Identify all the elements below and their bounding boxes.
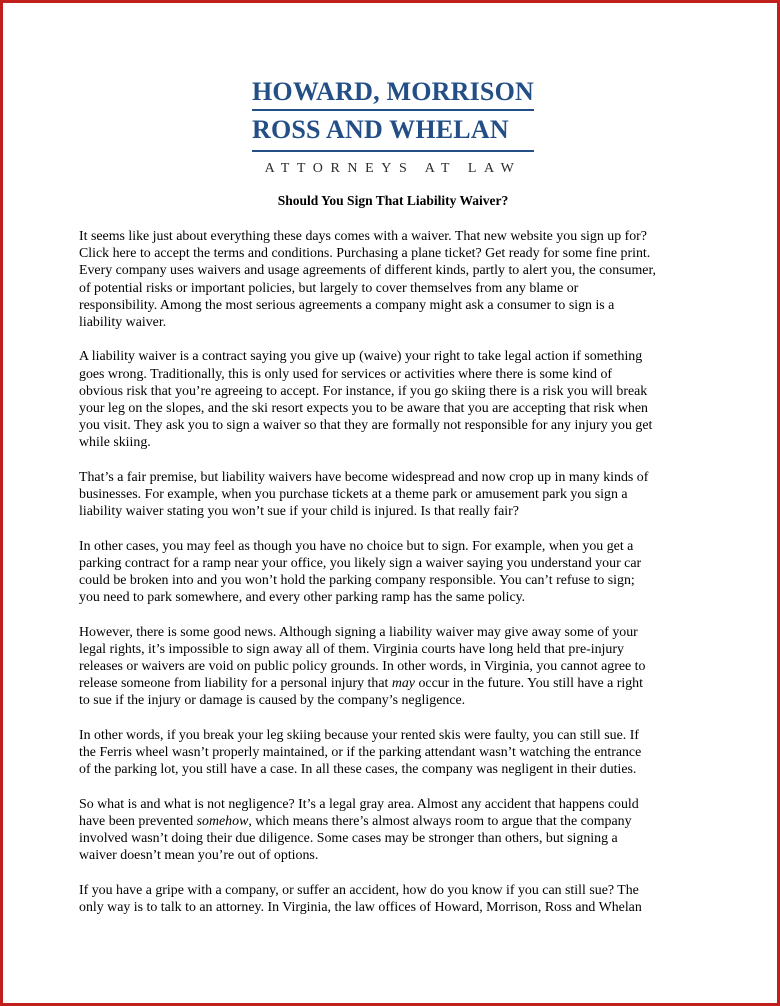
firm-name-line-2: ROSS AND WHELAN	[252, 115, 509, 144]
text-line: Every company uses waivers and usage agreements of different kinds, partly to alert you, the consumer,	[79, 263, 657, 279]
paragraph-2	[79, 348, 719, 451]
text-line: your leg on the slopes, and the ski resort expects you to be aware that you are accepting that risk when	[79, 401, 648, 417]
letterhead-rule-bottom	[252, 150, 534, 152]
text-fragment: release someone from liability for a personal injury that	[79, 676, 392, 692]
paragraph-8	[79, 882, 719, 916]
text-line: while skiing.	[79, 435, 151, 451]
text-line-with-emphasis	[79, 813, 719, 830]
text-line: releases or waivers are void on public policy grounds. In other words, in Virginia, you cannot agree to	[79, 659, 646, 675]
text-line: liability waiver.	[79, 315, 167, 331]
text-line-with-emphasis	[79, 675, 719, 692]
text-line: However, there is some good news. Although signing a liability waiver may give away some of your	[79, 624, 638, 640]
text-line: waiver doesn’t mean you’re out of options.	[79, 848, 319, 864]
text-line: could be broken into and you won’t hold the parking company responsible. You can’t refuse to sign;	[79, 573, 635, 589]
text-line: involved wasn’t doing their due diligence. Some cases may be stronger than others, but signing a	[79, 831, 618, 847]
text-fragment: , which means there’s almost always room to argue that the company	[248, 813, 632, 829]
text-line: you need to park somewhere, and every other parking ramp has the same policy.	[79, 590, 526, 606]
text-line: That’s a fair premise, but liability waivers have become widespread and now crop up in many kinds of	[79, 469, 649, 485]
firm-tagline: ATTORNEYS AT LAW	[264, 161, 522, 176]
text-line: In other words, if you break your leg skiing because your rented skis were faulty, you can still sue. If	[79, 727, 639, 743]
text-line: businesses. For example, when you purchase tickets at a theme park or amusement park you sign a	[79, 487, 628, 503]
text-line: Click here to accept the terms and conditions. Purchasing a plane ticket? Get ready for some fine print.	[79, 246, 651, 262]
text-line: parking contract for a ramp near your office, you likely sign a waiver saying you understand your car	[79, 555, 642, 571]
letterhead-rule-top	[252, 109, 534, 111]
text-line: A liability waiver is a contract saying you give up (waive) your right to take legal action if something	[79, 349, 643, 365]
text-line: In other cases, you may feel as though you have no choice but to sign. For example, when you get a	[79, 538, 634, 554]
paragraph-7	[79, 796, 719, 865]
paragraph-3	[79, 469, 719, 521]
text-line: the Ferris wheel wasn’t properly maintained, or if the parking attendant wasn’t watching the entrance	[79, 745, 642, 761]
text-line: you visit. They ask you to sign a waiver so that they are formally not responsible for any injury you get	[79, 418, 653, 434]
text-fragment: occur in the future. You still have a right	[414, 676, 643, 692]
emphasized-word: somehow	[196, 813, 249, 829]
emphasized-word: may	[391, 676, 415, 692]
text-line: obvious risk that you’re agreeing to accept. For instance, if you go skiing there is a risk you will break	[79, 383, 648, 399]
text-line: of the parking lot, you still have a case. In all these cases, the company was negligent in their duties.	[79, 762, 637, 778]
paragraph-6	[79, 727, 719, 779]
document-body	[79, 228, 719, 933]
text-line: If you have a gripe with a company, or suffer an accident, how do you know if you can still sue? The	[79, 882, 639, 898]
text-line: only way is to talk to an attorney. In Virginia, the law offices of Howard, Morrison, Ross and Whelan	[79, 899, 642, 915]
document-title: Should You Sign That Liability Waiver?	[277, 193, 509, 208]
paragraph-5	[79, 624, 719, 710]
text-line: of potential risks or important policies, but largely to cover themselves from any blame or	[79, 280, 579, 296]
firm-name-line-1: HOWARD, MORRISON	[252, 77, 534, 106]
text-line: liability waiver stating you won’t sue if your child is injured. Is that really fair?	[79, 504, 519, 520]
paragraph-4	[79, 538, 719, 607]
text-line: It seems like just about everything these days comes with a waiver. That new website you sign up for?	[79, 229, 647, 244]
text-line: goes wrong. Traditionally, this is only used for services or activities where there is some kind of	[79, 366, 613, 382]
firm-letterhead-logo	[252, 77, 534, 177]
paragraph-1	[79, 228, 719, 331]
text-line: So what is and what is not negligence? It’s a legal gray area. Almost any accident that happens could	[79, 796, 639, 812]
text-line: responsibility. Among the most serious agreements a company might ask a consumer to sign is a	[79, 297, 615, 313]
text-line: to sue if the injury or damage is caused by the company’s negligence.	[79, 693, 466, 709]
text-line: legal rights, it’s impossible to sign away all of them. Virginia courts have long held that pre-injury	[79, 641, 624, 657]
text-fragment: have been prevented	[79, 813, 197, 829]
